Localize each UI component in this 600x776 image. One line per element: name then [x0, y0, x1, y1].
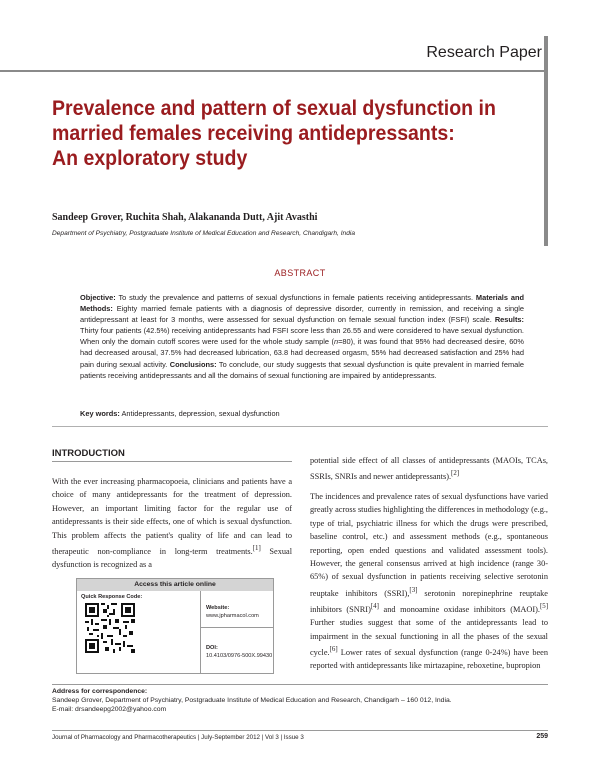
results-text-1: Thirty four patients (42.5%) receiving antidepressants had FSFI score less than 26.55 and were considered to have sexual dysfunction. When only the domain cutoff scores were used for the whole study sample ( [80, 326, 524, 347]
conclusions-label: Conclusions: [169, 359, 217, 369]
ref-1: [1] [252, 545, 261, 553]
objective-label: Objective: [80, 293, 116, 302]
ref-6: [6] [329, 646, 338, 653]
col1-text: With the ever increasing pharmacopoeia, clinicians and patients have a choice of many antidepressants for the treatment of depression. However, an important limiting factor for the regular use of antidepressants is their side effects, one of which is sexual dysfunction. This problem affects the patient's quality of life and can lead to therapeutic non-compliance in long-term treatments. [52, 477, 292, 556]
introduction-heading: INTRODUCTION [52, 448, 125, 459]
correspondence-address: Sandeep Grover, Department of Psychiatry, Postgraduate Institute of Medical Education and Research, Chandigarh – 160 012, India. [52, 697, 452, 704]
qr-code-icon[interactable] [85, 603, 135, 653]
doi-label: DOI: [206, 645, 218, 651]
website-label: Website: [206, 605, 230, 611]
header-rule [0, 70, 548, 72]
col2-p1-text: potential side effect of all classes of antidepressants (MAOIs, TCAs, SSRIs, SNRIs and newer antidepressants). [310, 456, 548, 482]
intro-column-2-paragraph-2 [310, 490, 548, 673]
conclusions-text: To conclude, our study suggests that sexual dysfunction is quite prevalent in married female patients receiving antidepressants and all the domains of sexual functioning are impaired by antidepressants. [80, 359, 524, 380]
ref-3: [3] [409, 586, 418, 594]
col2-p2-a: The incidences and prevalence rates of sexual dysfunctions have varied greatly across studies highlighting the differences in methodology (e.g., type of trial, psychiatric illness for which the drugs were prescribed, baseline control, etc.) and assessment methods (e.g., spontaneous reporting, open ended questions and validated assessment tools). However, the general consensus arrived at high incidence (range 30-65%) of sexual dysfunction in patients receiving selective serotonin reuptake inhibitors (SSRI), [310, 492, 548, 598]
affiliation: Department of Psychiatry, Postgraduate Institute of Medical Education and Research, Chandigarh, India [52, 230, 355, 237]
website-link[interactable]: www.jpharmacol.com [206, 613, 259, 619]
page-number: 259 [536, 733, 548, 740]
title-line-3: An exploratory study [52, 147, 248, 170]
title-line-1: Prevalence and pattern of sexual dysfunction in [52, 97, 496, 120]
keywords-divider [52, 426, 548, 427]
introduction-rule [52, 461, 292, 462]
correspondence-heading: Address for correspondence: [52, 688, 148, 695]
correspondence-rule [52, 684, 548, 685]
objective-text: To study the prevalence and patterns of sexual dysfunctions in female patients receiving antidepressants. [115, 293, 476, 302]
authors: Sandeep Grover, Ruchita Shah, Alakananda Dutt, Ajit Avasthi [52, 212, 318, 223]
methods-label: Materials and Methods: [80, 293, 524, 314]
footer-journal-line: Journal of Pharmacology and Pharmacotherapeutics | July-September 2012 | Vol 3 | Issue 3 [52, 734, 304, 741]
intro-column-2-paragraph-1 [310, 454, 548, 484]
col2-p2-e: Lower rates of sexual dysfunction (range 0-24%) have been reported with antidepressants like mirtazapine, reboxetine, bupropion [310, 647, 548, 671]
col2-p2-b: serotonin norepinephrine reuptake inhibitors (SNRI) [310, 588, 548, 614]
qr-code-label: Quick Response Code: [81, 594, 143, 600]
abstract-body [80, 292, 524, 381]
ref-2: [2] [451, 470, 460, 478]
access-box-divider-vertical [200, 591, 201, 673]
col2-p2-d: Further studies suggest that some of the antidepressants lead to impairment in the sexual functioning in all the phases of the sexual cycle. [310, 618, 548, 657]
article-title [52, 96, 522, 171]
access-box-heading: Access this article online [77, 579, 273, 591]
results-n: n [333, 337, 339, 347]
correspondence-email[interactable]: E-mail: drsandeepg2002@yahoo.com [52, 706, 167, 713]
results-label: Results: [494, 315, 524, 325]
methods-text: Eighty married female patients with a diagnosis of depressive disorder, currently in remission, and receiving a single antidepressant at least for 3 months, were assessed for sexual dysfunction on female sexual function index (FSFI) scale. [80, 304, 524, 325]
ref-5: [5] [539, 603, 548, 611]
access-box-divider-horizontal [201, 627, 273, 628]
abstract-heading: ABSTRACT [274, 268, 326, 278]
keywords [80, 409, 524, 418]
doi-link[interactable]: 10.4103/0976-500X.99430 [206, 653, 273, 659]
title-line-2: married females receiving antidepressants: [52, 122, 455, 145]
header-sidebar-bar [544, 36, 548, 246]
ref-4: [4] [370, 603, 379, 611]
intro-column-1 [52, 475, 292, 572]
results-text-2: =80), it was found that 95% had decreased desire, 60% had decreased arousal, 37.5% had decreased lubrication, 63.8 had decreased orgasm, 55% had decreased satisfaction and 25% had pain during sexual activity. [80, 337, 524, 369]
keywords-label: Key words: [80, 409, 120, 418]
footer-rule [52, 730, 548, 731]
access-article-box [76, 578, 274, 674]
col2-p2-c: and monoamine oxidase inhibitors (MAOI). [378, 604, 540, 614]
keywords-text: Antidepressants, depression, sexual dysfunction [119, 409, 280, 418]
col1-tail: Sexual dysfunction is recognized as a [52, 546, 292, 570]
section-label: Research Paper [426, 44, 542, 61]
